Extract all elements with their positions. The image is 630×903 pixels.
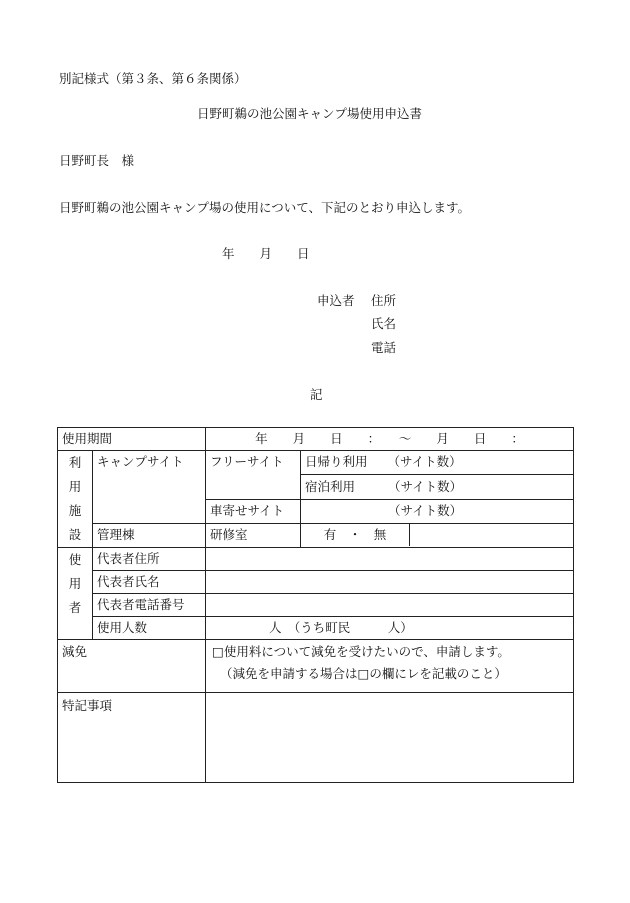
car-site-label: 車寄せサイト — [206, 499, 301, 523]
rep-phone-field[interactable] — [206, 594, 574, 617]
row-rep-name — [58, 571, 574, 594]
name-label: 氏名 — [371, 316, 397, 331]
rep-address-label: 代表者住所 — [93, 548, 206, 571]
row-remarks — [58, 693, 574, 783]
site-count-2: （サイト数） — [388, 478, 463, 494]
num-users-field[interactable]: 人 （うち町民 人） — [206, 617, 574, 640]
applicant-label: 申込者 — [317, 293, 355, 308]
admin-building-label: 管理棟 — [93, 523, 206, 547]
overnight-label: 宿泊利用 — [305, 478, 356, 494]
training-room-cell[interactable] — [301, 523, 574, 547]
rep-address-field[interactable] — [206, 548, 574, 571]
phone-label: 電話 — [371, 340, 397, 355]
row-rep-address — [58, 548, 574, 571]
facility-label: 利 用 施 設 — [58, 451, 93, 548]
training-room-blank — [410, 524, 573, 546]
remarks-label: 特記事項 — [58, 693, 206, 783]
day-use-cell[interactable] — [301, 451, 574, 475]
exemption-note: （減免を申請する場合は□の欄にレを記載のこと） — [220, 665, 507, 681]
exemption-checkbox-text[interactable]: □使用料について減免を受けたいので、申請します。 — [212, 644, 510, 659]
form-number: 別記様式（第３条、第６条関係） — [59, 71, 247, 86]
row-exemption — [58, 640, 574, 693]
training-room-label: 研修室 — [206, 523, 301, 547]
yes-no-choice[interactable]: 有 ・ 無 — [301, 524, 410, 546]
car-site-cell[interactable] — [301, 499, 574, 523]
application-table — [57, 427, 574, 783]
row-period — [58, 428, 574, 451]
remarks-field[interactable] — [206, 693, 574, 783]
user-label: 使 用 者 — [58, 548, 93, 640]
statement: 日野町鵜の池公園キャンプ場の使用について、下記のとおり申込します。 — [59, 200, 471, 215]
row-num-users — [58, 617, 574, 640]
site-count-3: （サイト数） — [388, 502, 463, 518]
period-value[interactable]: 年 月 日 ： ～ 月 日 ： — [206, 428, 574, 451]
exemption-label: 減免 — [58, 640, 206, 693]
ki-label: 記 — [310, 387, 323, 402]
address-label: 住所 — [371, 293, 397, 308]
row-free-site-day — [58, 451, 574, 475]
form-title: 日野町鵜の池公園キャンプ場使用申込書 — [197, 106, 423, 121]
num-users-label: 使用人数 — [93, 617, 206, 640]
camp-site-label: キャンプサイト — [93, 451, 206, 524]
period-label: 使用期間 — [58, 428, 206, 451]
addressee: 日野町長 様 — [59, 153, 135, 168]
exemption-cell[interactable] — [206, 640, 574, 693]
date-line: 年 月 日 — [222, 246, 310, 261]
free-site-label: フリーサイト — [206, 451, 301, 500]
row-admin-building — [58, 523, 574, 547]
rep-phone-label: 代表者電話番号 — [93, 594, 206, 617]
site-count-1: （サイト数） — [387, 454, 462, 470]
overnight-cell[interactable] — [301, 475, 574, 499]
row-rep-phone — [58, 594, 574, 617]
rep-name-field[interactable] — [206, 571, 574, 594]
rep-name-label: 代表者氏名 — [93, 571, 206, 594]
day-use-label: 日帰り利用 — [305, 454, 368, 470]
